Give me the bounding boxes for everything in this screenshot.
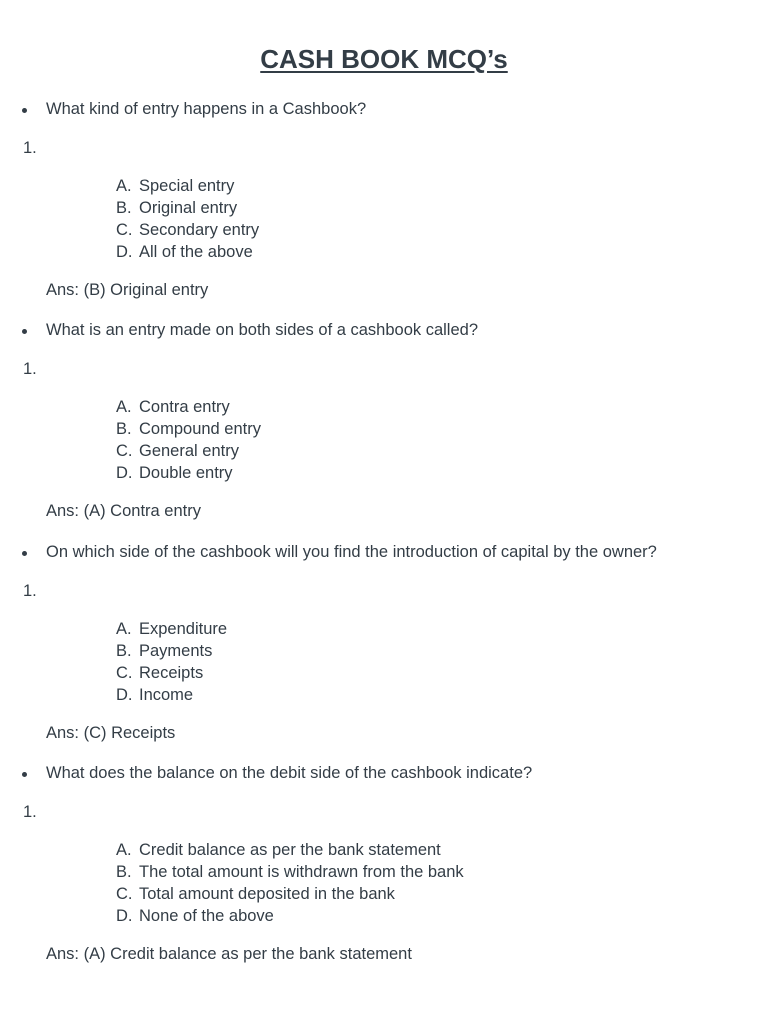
option-text: None of the above xyxy=(139,907,274,925)
options-list xyxy=(116,396,261,484)
option-text: All of the above xyxy=(139,243,253,261)
option-item xyxy=(116,175,259,197)
bullet-icon xyxy=(22,772,27,777)
option-text: Compound entry xyxy=(139,420,261,438)
option-letter: A. xyxy=(116,841,132,859)
option-text: Original entry xyxy=(139,199,238,217)
option-letter: C. xyxy=(116,442,133,460)
options-list xyxy=(116,839,464,927)
question-row xyxy=(0,98,768,122)
option-text: Income xyxy=(139,686,194,704)
question-row xyxy=(0,541,768,565)
option-item xyxy=(116,440,261,462)
option-item xyxy=(116,219,259,241)
option-letter: D. xyxy=(116,686,133,704)
question-text: What kind of entry happens in a Cashbook? xyxy=(46,100,367,118)
option-text: Credit balance as per the bank statement xyxy=(139,841,441,859)
option-letter: B. xyxy=(116,199,132,217)
answer-text: Ans: (B) Original entry xyxy=(46,281,209,299)
list-number: 1. xyxy=(23,803,37,821)
option-text: The total amount is withdrawn from the bank xyxy=(139,863,464,881)
option-item xyxy=(116,618,227,640)
question-text: What does the balance on the debit side of the cashbook indicate? xyxy=(46,764,533,782)
list-number: 1. xyxy=(23,139,37,157)
option-item xyxy=(116,197,259,219)
option-text: Special entry xyxy=(139,177,235,195)
option-item xyxy=(116,396,261,418)
option-text: Expenditure xyxy=(139,620,228,638)
option-item xyxy=(116,861,464,883)
option-item xyxy=(116,883,464,905)
answer-text: Ans: (A) Credit balance as per the bank statement xyxy=(46,945,412,963)
option-text: Total amount deposited in the bank xyxy=(139,885,395,903)
list-number: 1. xyxy=(23,582,37,600)
question-row xyxy=(0,762,768,786)
question-row xyxy=(0,319,768,343)
list-number: 1. xyxy=(23,360,37,378)
option-item xyxy=(116,684,227,706)
page-title: CASH BOOK MCQ’s xyxy=(260,44,508,74)
option-item xyxy=(116,839,464,861)
option-letter: B. xyxy=(116,863,132,881)
option-item xyxy=(116,662,227,684)
option-letter: C. xyxy=(116,885,133,903)
option-item xyxy=(116,241,259,263)
option-letter: B. xyxy=(116,642,132,660)
options-list xyxy=(116,618,227,706)
option-letter: C. xyxy=(116,664,133,682)
answer-text: Ans: (A) Contra entry xyxy=(46,502,201,520)
option-text: Receipts xyxy=(139,664,204,682)
options-list xyxy=(116,175,259,263)
option-letter: D. xyxy=(116,464,133,482)
option-item xyxy=(116,462,261,484)
option-text: Payments xyxy=(139,642,213,660)
question-text: What is an entry made on both sides of a cashbook called? xyxy=(46,321,479,339)
question-text: On which side of the cashbook will you find the introduction of capital by the owner? xyxy=(46,543,657,561)
option-letter: D. xyxy=(116,907,133,925)
option-item xyxy=(116,418,261,440)
option-text: Double entry xyxy=(139,464,233,482)
option-item xyxy=(116,905,464,927)
option-letter: A. xyxy=(116,398,132,416)
option-letter: A. xyxy=(116,177,132,195)
answer-text: Ans: (C) Receipts xyxy=(46,724,176,742)
bullet-icon xyxy=(22,108,27,113)
option-text: General entry xyxy=(139,442,239,460)
option-letter: D. xyxy=(116,243,133,261)
option-letter: C. xyxy=(116,221,133,239)
option-letter: A. xyxy=(116,620,132,638)
bullet-icon xyxy=(22,329,27,334)
option-letter: B. xyxy=(116,420,132,438)
option-text: Contra entry xyxy=(139,398,230,416)
option-item xyxy=(116,640,227,662)
option-text: Secondary entry xyxy=(139,221,260,239)
bullet-icon xyxy=(22,551,27,556)
